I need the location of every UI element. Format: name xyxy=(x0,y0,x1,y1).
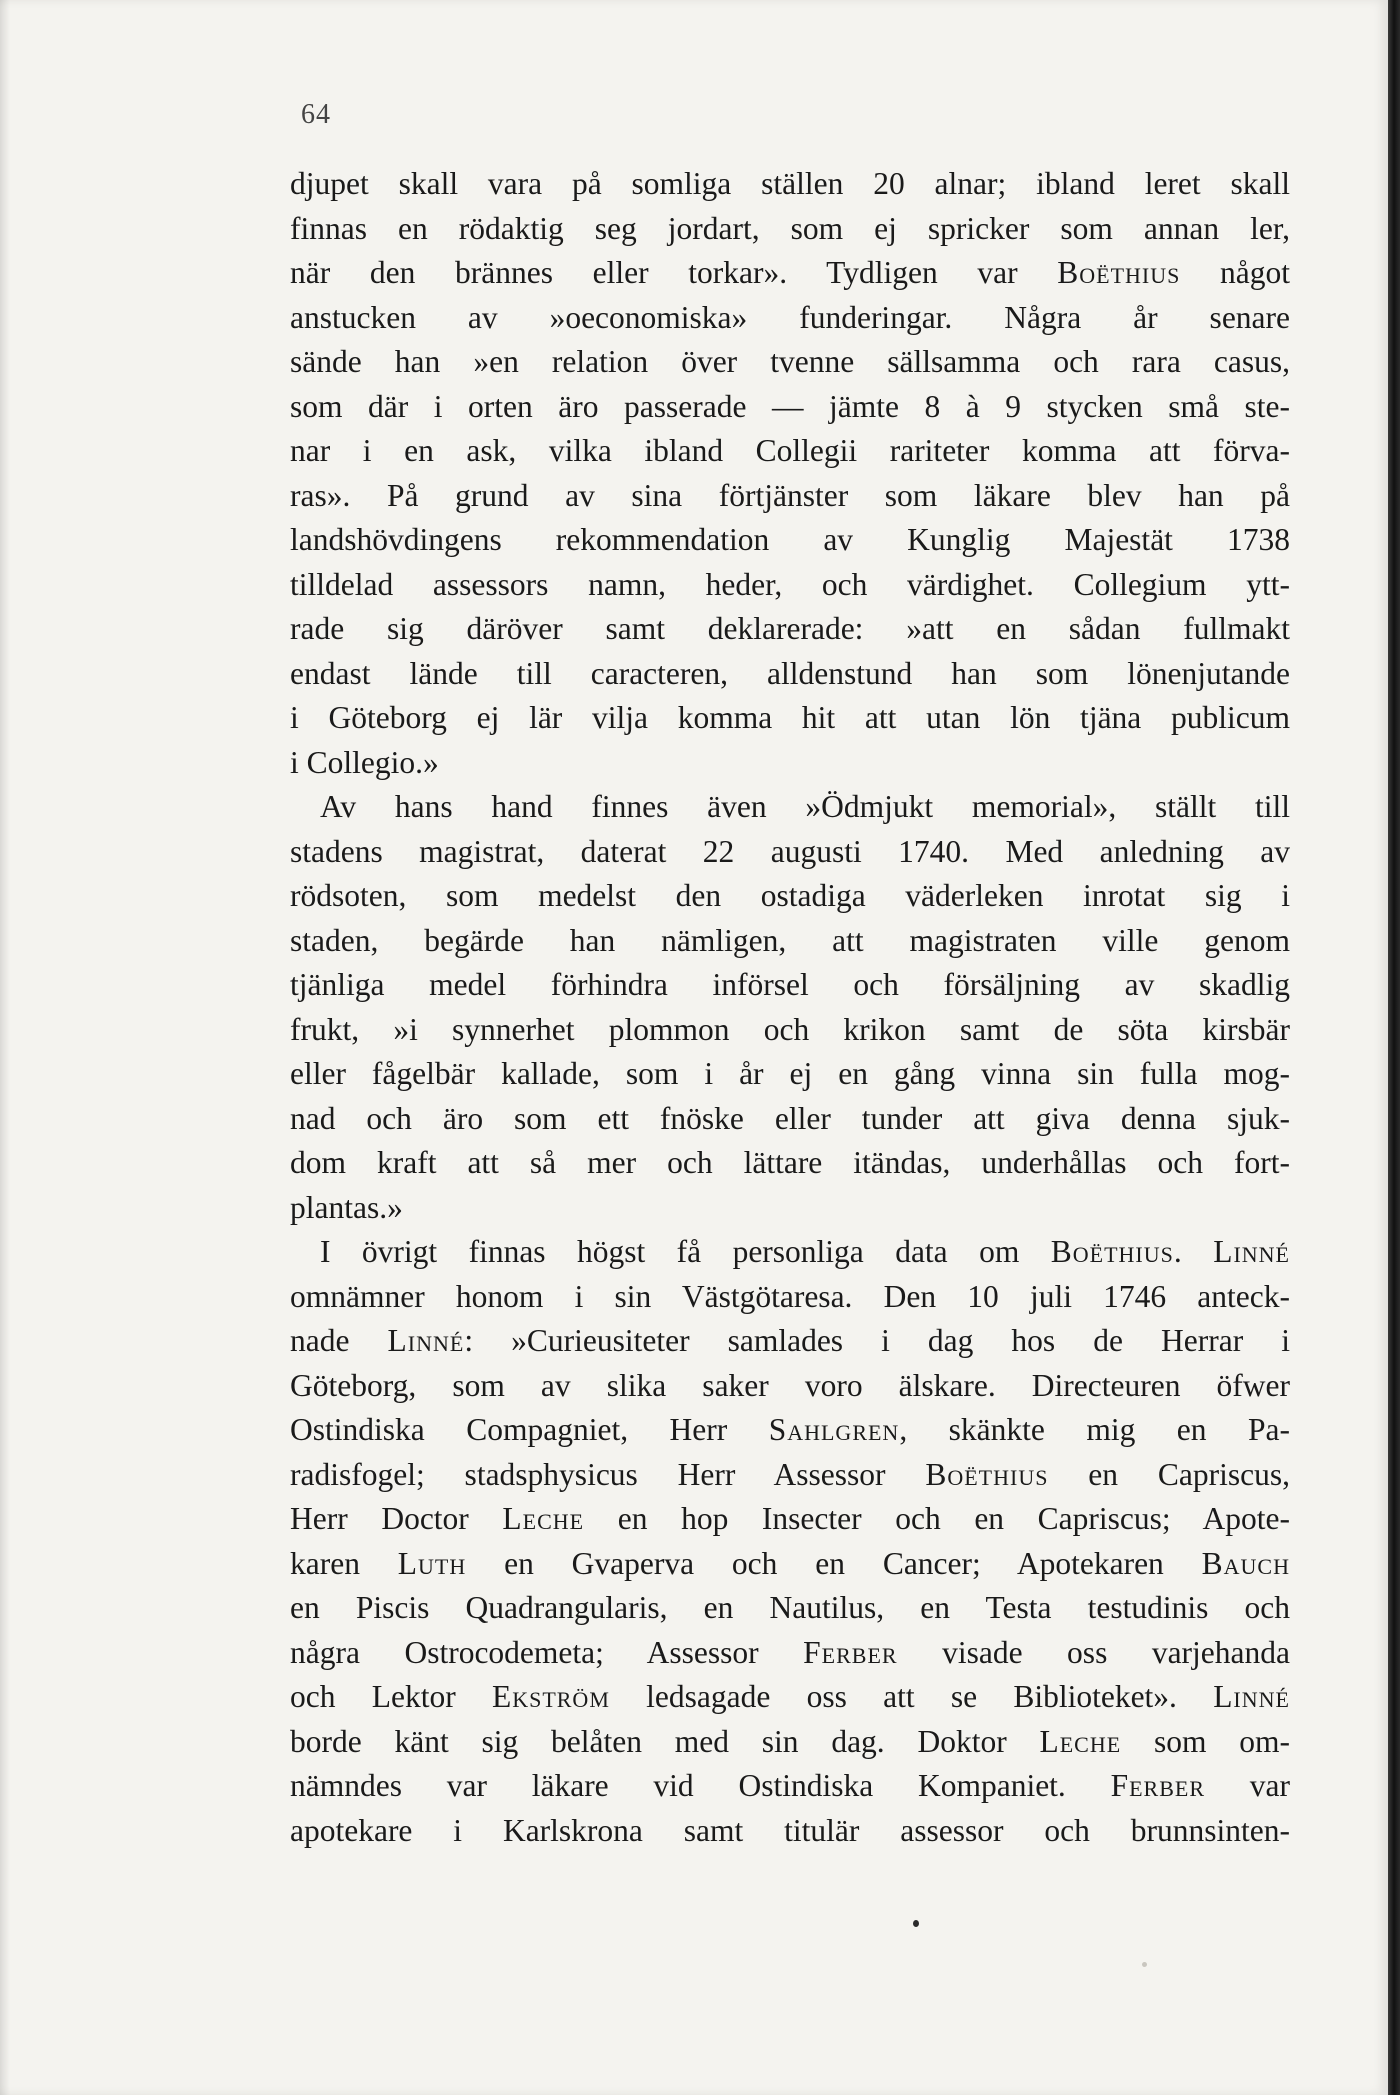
text-line: som där i orten äro passerade — jämte 8 à 9 stycken små ste- xyxy=(290,388,1290,424)
page-gutter-shadow xyxy=(0,0,10,2095)
text-line: sände han »en relation över tvenne sällsamma och rara casus, xyxy=(290,344,1290,379)
small-caps-name: Leche xyxy=(502,1501,585,1536)
small-caps-name: Leche xyxy=(1039,1723,1122,1759)
small-caps-name: Luth xyxy=(397,1545,467,1581)
text-line: staden, begärde han nämligen, att magistraten ville genom xyxy=(290,922,1290,958)
ink-speck xyxy=(913,1920,919,1927)
text-line: stadens magistrat, daterat 22 augusti 1740. Med anledning av xyxy=(290,833,1290,869)
text-line: nar i en ask, vilka ibland Collegii rariteter komma att förva- xyxy=(290,433,1290,468)
text-line: några Ostrocodemeta; Assessor Ferber visade oss varjehanda xyxy=(290,1634,1290,1670)
small-caps-name: Boëthius xyxy=(925,1456,1049,1492)
text-line: rödsoten, som medelst den ostadiga väderleken inrotat sig i xyxy=(290,878,1290,913)
small-caps-name: Boëthius xyxy=(1050,1234,1174,1269)
small-caps-name: Bauch xyxy=(1201,1545,1290,1581)
small-caps-name: Ferber xyxy=(1110,1768,1205,1803)
page-edge xyxy=(1388,0,1400,2095)
text-line: frukt, »i synnerhet plommon och krikon samt de söta kirsbär xyxy=(290,1011,1290,1047)
text-line: ras». På grund av sina förtjänster som läkare blev han på xyxy=(290,477,1290,513)
small-caps-name: Ferber xyxy=(803,1634,898,1670)
text-line: omnämner honom i sin Västgötaresa. Den 10 juli 1746 anteck- xyxy=(290,1278,1290,1314)
small-caps-name: Boëthius xyxy=(1057,255,1181,290)
text-line: när den brännes eller torkar». Tydligen var Boëthius något xyxy=(290,255,1290,290)
small-caps-name: Sahlgren xyxy=(768,1412,900,1447)
text-line: i Collegio.» xyxy=(290,744,439,780)
page-number: 64 xyxy=(301,99,331,130)
text-line: tilldelad assessors namn, heder, och värdighet. Collegium ytt- xyxy=(290,566,1290,602)
text-line: landshövdingens rekommendation av Kunglig Majestät 1738 xyxy=(290,522,1290,557)
text-line: karen Luth en Gvaperva och en Cancer; Apotekaren Bauch xyxy=(290,1545,1290,1581)
body-text xyxy=(290,162,1290,1853)
text-line: Av hans hand finnes även »Ödmjukt memorial», ställt till xyxy=(320,789,1290,824)
small-caps-name: Linné xyxy=(1213,1679,1290,1714)
text-line: anstucken av »oeconomiska» funderingar. Några år senare xyxy=(290,299,1290,335)
small-caps-name: Linné xyxy=(1213,1234,1290,1269)
text-line: nad och äro som ett fnöske eller tunder att giva denna sjuk- xyxy=(290,1100,1290,1136)
text-line: Göteborg, som av slika saker voro älskare. Directeuren öfwer xyxy=(290,1367,1290,1403)
text-line: endast lände till caracteren, alldenstund han som lönenjutande xyxy=(290,655,1290,691)
text-line: och Lektor Ekström ledsagade oss att se Biblioteket». Linné xyxy=(290,1679,1290,1714)
text-line: eller fågelbär kallade, som i år ej en gång vinna sin fulla mog- xyxy=(290,1056,1290,1091)
paper-speck xyxy=(1142,1962,1147,1967)
text-line: radisfogel; stadsphysicus Herr Assessor Boëthius en Capriscus, xyxy=(290,1456,1290,1492)
text-line: Herr Doctor Leche en hop Insecter och en Capriscus; Apote- xyxy=(290,1501,1291,1536)
small-caps-name: Linné xyxy=(387,1323,465,1358)
text-line: en Piscis Quadrangularis, en Nautilus, en Testa testudinis och xyxy=(290,1590,1290,1625)
text-line: plantas.» xyxy=(290,1189,403,1225)
text-line: nade Linné: »Curieusiteter samlades i dag hos de Herrar i xyxy=(290,1323,1290,1358)
text-line: apotekare i Karlskrona samt titulär assessor och brunnsinten- xyxy=(290,1812,1290,1848)
text-line: Ostindiska Compagniet, Herr Sahlgren, skänkte mig en Pa- xyxy=(290,1412,1290,1447)
text-line: nämndes var läkare vid Ostindiska Kompaniet. Ferber var xyxy=(290,1768,1290,1803)
text-line: i Göteborg ej lär vilja komma hit att utan lön tjäna publicum xyxy=(290,700,1290,735)
text-line: I övrigt finnas högst få personliga data om Boëthius. Linné xyxy=(320,1234,1290,1269)
text-line: finnas en rödaktig seg jordart, som ej spricker som annan ler, xyxy=(290,210,1290,246)
small-caps-name: Ekström xyxy=(491,1679,610,1714)
text-line: djupet skall vara på somliga ställen 20 alnar; ibland leret skall xyxy=(290,166,1290,201)
text-line: rade sig däröver samt deklarerade: »att en sådan fullmakt xyxy=(290,611,1290,646)
text-line: borde känt sig belåten med sin dag. Doktor Leche som om- xyxy=(290,1723,1290,1759)
text-line: dom kraft att så mer och lättare itändas, underhållas och fort- xyxy=(290,1145,1290,1180)
text-line: tjänliga medel förhindra införsel och försäljning av skadlig xyxy=(290,967,1290,1002)
